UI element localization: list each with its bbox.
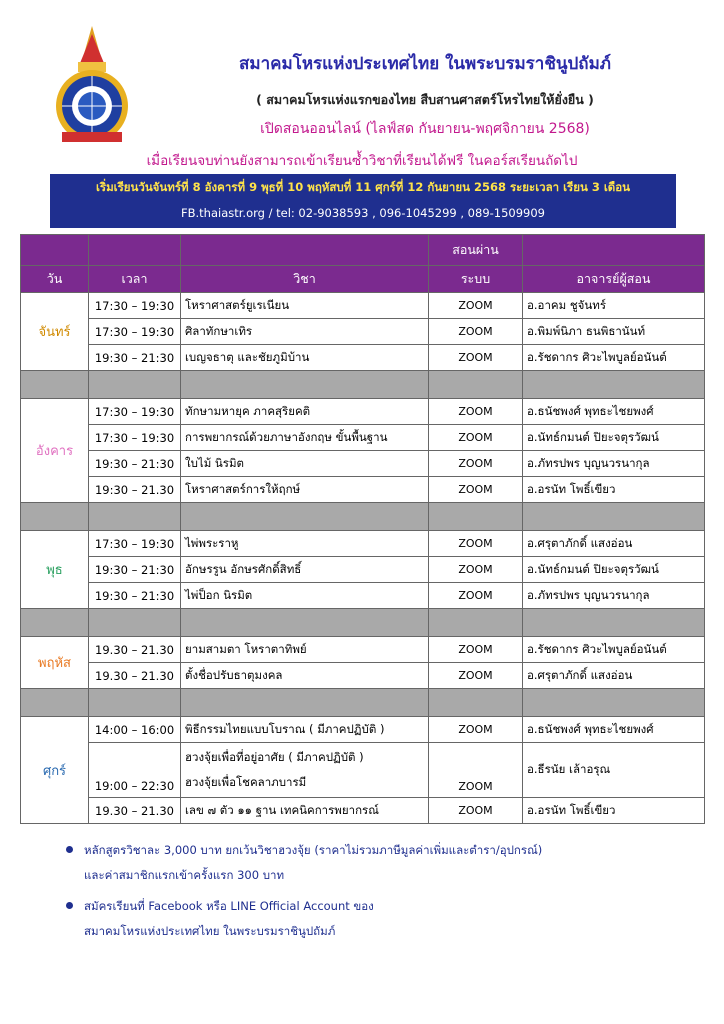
association-logo-icon: [48, 24, 136, 144]
time-cell: 17:30 – 19:30: [89, 425, 181, 451]
online-course-line: เปิดสอนออนไลน์ (ไลฟ์สด กันยายน-พฤศจิกายน 2568): [260, 121, 590, 137]
table-row: [21, 798, 705, 824]
table-row: [21, 399, 705, 425]
table-row: [21, 531, 705, 557]
subject-cell: ใบไม้ นิรมิต: [181, 451, 429, 477]
table-row: [21, 637, 705, 663]
time-cell: 19:30 – 21:30: [89, 583, 181, 609]
separator-cell: [523, 689, 705, 717]
system-cell: ZOOM: [429, 319, 523, 345]
apply-line-1: สมัครเรียนที่ Facebook หรือ LINE Official Account ของ: [84, 899, 374, 913]
separator-cell: [89, 689, 181, 717]
subject-cell: ไพ่พระราหู: [181, 531, 429, 557]
table-row: [21, 557, 705, 583]
system-cell: ZOOM: [429, 798, 523, 824]
start-date-line: เริ่มเรียนวันจันทร์ที่ 8 อังคารที่ 9 พุธที่ 10 พฤหัสบที่ 11 ศุกร์ที่ 12 กันยายน 2568 ระยะเวลา เรียน 3 เดือน: [95, 180, 631, 194]
subject-cell: โหราศาสตร์ยูเรเนียน: [181, 293, 429, 319]
teacher-cell: อ.รัชดากร ศิวะไพบูลย์อนันต์: [523, 345, 705, 371]
header-subject-top: [181, 235, 429, 266]
system-cell: ZOOM: [429, 345, 523, 371]
header-subject: วิชา: [181, 266, 429, 293]
separator-row: [21, 503, 705, 531]
time-cell: 19.30 – 21.30: [89, 798, 181, 824]
separator-cell: [89, 371, 181, 399]
separator-cell: [21, 503, 89, 531]
separator-cell: [429, 503, 523, 531]
separator-cell: [429, 371, 523, 399]
teacher-cell: อ.อรนัท โพธิ์เขียว: [523, 477, 705, 503]
teacher-cell: อ.ศรุตาภักดิ์ แสงอ่อน: [523, 531, 705, 557]
header-day-top: [21, 235, 89, 266]
time-cell: 19.30 – 21.30: [89, 637, 181, 663]
time-cell: 19:00 – 22:30: [89, 743, 181, 798]
separator-cell: [181, 503, 429, 531]
subject-cell: ไพ่ป็อก นิรมิต: [181, 583, 429, 609]
day-wednesday: พุธ: [21, 531, 89, 609]
separator-cell: [21, 689, 89, 717]
separator-cell: [523, 371, 705, 399]
header-system: ระบบ: [429, 266, 523, 293]
system-cell: ZOOM: [429, 293, 523, 319]
separator-cell: [21, 371, 89, 399]
table-row: [21, 583, 705, 609]
separator-cell: [523, 503, 705, 531]
system-cell: ZOOM: [429, 717, 523, 743]
start-date-banner: [50, 174, 676, 228]
teacher-cell: อ.ภัทรปพร บุญนวรนากุล: [523, 451, 705, 477]
system-cell: ZOOM: [429, 451, 523, 477]
time-cell: 17:30 – 19:30: [89, 319, 181, 345]
header-teacher-top: [523, 235, 705, 266]
separator-cell: [429, 609, 523, 637]
system-cell: ZOOM: [429, 583, 523, 609]
system-cell: ZOOM: [429, 557, 523, 583]
table-row: [21, 663, 705, 689]
subject-cell: การพยากรณ์ด้วยภาษาอังกฤษ ขั้นพื้นฐาน: [181, 425, 429, 451]
separator-cell: [89, 609, 181, 637]
system-cell: ZOOM: [429, 531, 523, 557]
time-cell: 14:00 – 16:00: [89, 717, 181, 743]
separator-row: [21, 689, 705, 717]
subject-cell: [181, 743, 429, 798]
subject-cell: พิธีกรรมไทยแบบโบราณ ( มีภาคปฏิบัติ ): [181, 717, 429, 743]
day-thursday: พฤหัส: [21, 637, 89, 689]
subject-cell: เลข ๗ ตัว ๑๑ ฐาน เทคนิคการพยากรณ์: [181, 798, 429, 824]
system-cell: ZOOM: [429, 399, 523, 425]
header-system-top: สอนผ่าน: [429, 235, 523, 266]
bullet-icon: [66, 846, 73, 853]
table-row: [21, 345, 705, 371]
price-line-2: และค่าสมาชิกแรกเข้าครั้งแรก 300 บาท: [84, 868, 285, 882]
teacher-cell: อ.นัทธ์กมนต์ ปิยะจตุรวัฒน์: [523, 425, 705, 451]
subject-cell: ยามสามตา โหราตาทิพย์: [181, 637, 429, 663]
day-tuesday: อังคาร: [21, 399, 89, 503]
table-row: [21, 451, 705, 477]
header-day: วัน: [21, 266, 89, 293]
time-cell: 19.30 – 21.30: [89, 663, 181, 689]
subject-cell: ทักษามหายุค ภาคสุริยคติ: [181, 399, 429, 425]
price-line-1: หลักสูตรวิชาละ 3,000 บาท ยกเว้นวิชาฮวงจุ้ย (ราคาไม่รวมภาษีมูลค่าเพิ่มและตำรา/อุปกรณ์): [84, 843, 543, 857]
system-cell: ZOOM: [429, 637, 523, 663]
apply-line-2: สมาคมโหรแห่งประเทศไทย ในพระบรมราชินูปถัมภ์: [84, 924, 336, 938]
subject-cell: อักษรรูน อักษรศักดิ์สิทธิ์: [181, 557, 429, 583]
system-cell: ZOOM: [429, 663, 523, 689]
table-row: [21, 477, 705, 503]
teacher-cell: อ.ธนัชพงศ์ พุทธะไชยพงศ์: [523, 399, 705, 425]
subject-line: ฮวงจุ้ยเพื่อโชคลาภบารมี: [185, 775, 307, 789]
time-cell: 19:30 – 21.30: [89, 477, 181, 503]
day-monday: จันทร์: [21, 293, 89, 371]
separator-row: [21, 609, 705, 637]
separator-cell: [181, 689, 429, 717]
table-row: [21, 743, 705, 798]
system-cell: ZOOM: [429, 477, 523, 503]
separator-cell: [181, 609, 429, 637]
table-row: [21, 717, 705, 743]
day-friday: ศุกร์: [21, 717, 89, 824]
system-cell: ZOOM: [429, 743, 523, 798]
separator-cell: [21, 609, 89, 637]
teacher-cell: อ.ธีรนัย เล้าอรุณ: [523, 743, 705, 798]
table-row: [21, 319, 705, 345]
page-header: [0, 0, 724, 232]
association-title: สมาคมโหรแห่งประเทศไทย ในพระบรมราชินูปถัมภ์: [239, 54, 611, 74]
table-row: [21, 425, 705, 451]
table-row: [21, 293, 705, 319]
header-teacher: อาจารย์ผู้สอน: [523, 266, 705, 293]
separator-row: [21, 371, 705, 399]
bullet-icon: [66, 902, 73, 909]
time-cell: 19:30 – 21:30: [89, 451, 181, 477]
teacher-cell: อ.อรนัท โพธิ์เขียว: [523, 798, 705, 824]
system-cell: ZOOM: [429, 425, 523, 451]
subject-cell: ศิลาทักษาเทิร: [181, 319, 429, 345]
separator-cell: [523, 609, 705, 637]
time-cell: 17:30 – 19:30: [89, 293, 181, 319]
price-note: [70, 838, 690, 888]
header-time: เวลา: [89, 266, 181, 293]
time-cell: 19:30 – 21:30: [89, 557, 181, 583]
repeat-free-note: เมื่อเรียนจบท่านยังสามารถเข้าเรียนซ้ำวิชาที่เรียนได้ฟรี ในคอร์สเรียนถัดไป: [146, 153, 578, 169]
header-time-top: [89, 235, 181, 266]
teacher-cell: อ.ศรุตาภักดิ์ แสงอ่อน: [523, 663, 705, 689]
teacher-cell: อ.นัทธ์กมนต์ ปิยะจตุรวัฒน์: [523, 557, 705, 583]
association-subtitle: ( สมาคมโหรแห่งแรกของไทย สืบสานศาสตร์โหรไทยให้ยั่งยืน ): [256, 92, 594, 107]
time-cell: 19:30 – 21:30: [89, 345, 181, 371]
subject-cell: ตั้งชื่อปรับธาตุมงคล: [181, 663, 429, 689]
teacher-cell: อ.รัชดากร ศิวะไพบูลย์อนันต์: [523, 637, 705, 663]
subject-line: ฮวงจุ้ยเพื่อที่อยู่อาศัย ( มีภาคปฏิบัติ ): [185, 750, 364, 764]
teacher-cell: อ.ธนัชพงศ์ พุทธะไชยพงศ์: [523, 717, 705, 743]
subject-cell: โหราศาสตร์การให้ฤกษ์: [181, 477, 429, 503]
subject-cell: เบญจธาตุ และชัยภูมิบ้าน: [181, 345, 429, 371]
separator-cell: [429, 689, 523, 717]
teacher-cell: อ.ภัทรปพร บุญนวรนากุล: [523, 583, 705, 609]
separator-cell: [181, 371, 429, 399]
schedule-table: [20, 234, 705, 824]
separator-cell: [89, 503, 181, 531]
notes-section: [70, 838, 690, 950]
teacher-cell: อ.พิมพ์นิภา ธนพิธานันท์: [523, 319, 705, 345]
teacher-cell: อ.อาคม ชูจันทร์: [523, 293, 705, 319]
time-cell: 17:30 – 19:30: [89, 531, 181, 557]
apply-note: [70, 894, 690, 944]
time-cell: 17:30 – 19:30: [89, 399, 181, 425]
contact-line: FB.thaiastr.org / tel: 02-9038593 , 096-1045299 , 089-1509909: [181, 206, 545, 220]
